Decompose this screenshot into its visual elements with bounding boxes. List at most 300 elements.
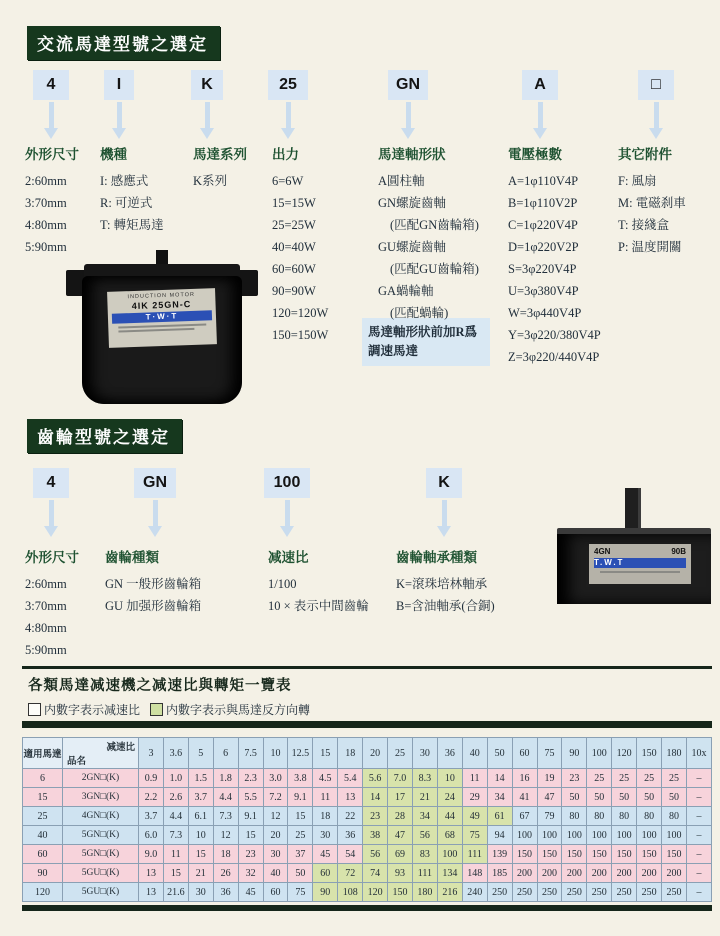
- down-arrow-icon: [148, 526, 162, 537]
- cell-torque-value: 4.4: [163, 807, 188, 826]
- cell-torque-value: 1.0: [163, 769, 188, 788]
- cell-torque-value: 50: [662, 788, 687, 807]
- down-arrow-icon: [44, 526, 58, 537]
- nameplate-fineprint-line: [118, 328, 194, 333]
- spec-item: 90=90W: [272, 284, 316, 298]
- header-ratio-value: 180: [662, 738, 687, 769]
- cell-torque-value: 23: [363, 807, 388, 826]
- table-header-row: [23, 738, 712, 769]
- cell-torque-value: 139: [487, 845, 512, 864]
- down-arrow-icon: [401, 128, 415, 139]
- code-box: 4: [33, 70, 69, 100]
- cell-motor-watt: 15: [23, 788, 63, 807]
- spec-column-header: 齒輪軸承種類: [396, 550, 477, 565]
- cell-torque-value: 17: [388, 788, 413, 807]
- cell-torque-value: 250: [512, 883, 537, 902]
- cell-torque-value: 50: [288, 864, 313, 883]
- cell-torque-value: 30: [263, 845, 288, 864]
- cell-torque-value: 150: [562, 845, 587, 864]
- code-box: GN: [134, 468, 176, 498]
- spec-item: A圓柱軸: [378, 174, 425, 188]
- cell-torque-value: 5.6: [363, 769, 388, 788]
- cell-torque-value: 68: [437, 826, 462, 845]
- cell-torque-value: 5.4: [338, 769, 363, 788]
- down-arrow-icon: [649, 128, 663, 139]
- gearbox-nameplate: [589, 544, 691, 584]
- down-arrow-icon: [200, 128, 214, 139]
- cell-torque-value: 1.5: [188, 769, 213, 788]
- header-ratio-value: 5: [188, 738, 213, 769]
- spec-item: GN 一般形齒輪箱: [105, 577, 202, 591]
- spec-item: U=3φ380V4P: [508, 284, 579, 298]
- cell-torque-value: 21: [412, 788, 437, 807]
- header-ratio-value: 36: [437, 738, 462, 769]
- spec-column: [272, 145, 328, 346]
- cell-torque-value: –: [686, 807, 711, 826]
- spec-column: [100, 145, 164, 236]
- cell-torque-value: 47: [537, 788, 562, 807]
- header-ratio-value: 6: [213, 738, 238, 769]
- spec-column-header: 其它附件: [618, 147, 672, 162]
- spec-item: S=3φ220V4P: [508, 262, 577, 276]
- cell-torque-value: 19: [537, 769, 562, 788]
- cell-torque-value: 15: [238, 826, 263, 845]
- cell-torque-value: 100: [537, 826, 562, 845]
- header-ratio-value: 100: [587, 738, 612, 769]
- cell-torque-value: 69: [388, 845, 413, 864]
- cell-torque-value: 3.8: [288, 769, 313, 788]
- spec-item: 2:60mm: [25, 577, 67, 591]
- header-ratio-value: 120: [612, 738, 637, 769]
- cell-torque-value: 250: [612, 883, 637, 902]
- cell-torque-value: 54: [338, 845, 363, 864]
- legend-green-square-icon: [150, 703, 163, 716]
- cell-torque-value: 11: [462, 769, 487, 788]
- cell-torque-value: 150: [537, 845, 562, 864]
- spec-item: 6=6W: [272, 174, 304, 188]
- cell-torque-value: 61: [487, 807, 512, 826]
- cell-torque-value: 16: [512, 769, 537, 788]
- spec-item: (匹配GN齒輪箱): [390, 218, 479, 232]
- cell-torque-value: 200: [612, 864, 637, 883]
- cell-torque-value: 2.2: [139, 788, 164, 807]
- cell-torque-value: 93: [388, 864, 413, 883]
- cell-torque-value: 180: [412, 883, 437, 902]
- cell-torque-value: 80: [587, 807, 612, 826]
- cell-torque-value: 90: [313, 883, 338, 902]
- spec-item: GU 加强形齒輪箱: [105, 599, 202, 613]
- cell-torque-value: –: [686, 845, 711, 864]
- spec-item: A=1φ110V4P: [508, 174, 579, 188]
- cell-torque-value: 250: [662, 883, 687, 902]
- table-row: [23, 788, 712, 807]
- spec-item: 1/100: [268, 577, 297, 591]
- header-ratio-value: 10x: [686, 738, 711, 769]
- cell-torque-value: 23: [238, 845, 263, 864]
- cell-torque-value: 25: [587, 769, 612, 788]
- cell-torque-value: 4.5: [313, 769, 338, 788]
- spec-column-header: 出力: [272, 147, 299, 162]
- cell-torque-value: 108: [338, 883, 363, 902]
- cell-torque-value: 50: [612, 788, 637, 807]
- spec-item: C=1φ220V4P: [508, 218, 578, 232]
- cell-torque-value: 111: [412, 864, 437, 883]
- spec-item: GA蝸輪軸: [378, 284, 434, 298]
- cell-torque-value: 150: [388, 883, 413, 902]
- table-row: [23, 864, 712, 883]
- divider-bar-bottom: [22, 905, 712, 911]
- spec-item: K系列: [193, 174, 228, 188]
- cell-torque-value: 7.2: [263, 788, 288, 807]
- cell-torque-value: 30: [188, 883, 213, 902]
- cell-torque-value: 7.3: [213, 807, 238, 826]
- cell-torque-value: 7.3: [163, 826, 188, 845]
- cell-torque-value: 21.6: [163, 883, 188, 902]
- spec-column-header: 外形尺寸: [25, 147, 79, 162]
- cell-torque-value: 11: [163, 845, 188, 864]
- cell-torque-value: 12: [263, 807, 288, 826]
- cell-torque-value: 7.0: [388, 769, 413, 788]
- cell-torque-value: 150: [512, 845, 537, 864]
- cell-torque-value: 60: [263, 883, 288, 902]
- down-arrow-icon: [205, 102, 210, 128]
- spec-column-header: 馬達系列: [193, 147, 247, 162]
- cell-torque-value: 6.1: [188, 807, 213, 826]
- cell-torque-value: 120: [363, 883, 388, 902]
- cell-torque-value: 150: [662, 845, 687, 864]
- down-arrow-icon: [533, 128, 547, 139]
- divider-bar-top: [22, 666, 712, 669]
- spec-column-header: 齒輪種類: [105, 550, 159, 565]
- spec-item: R: 可逆式: [100, 196, 153, 210]
- cell-torque-value: 250: [637, 883, 662, 902]
- cell-torque-value: 0.9: [139, 769, 164, 788]
- down-arrow-icon: [280, 526, 294, 537]
- down-arrow-icon: [442, 500, 447, 526]
- cell-torque-value: 11: [313, 788, 338, 807]
- cell-torque-value: 72: [338, 864, 363, 883]
- cell-torque-value: 200: [512, 864, 537, 883]
- cell-torque-value: 45: [238, 883, 263, 902]
- cell-torque-value: 2.6: [163, 788, 188, 807]
- code-box: K: [426, 468, 462, 498]
- cell-torque-value: 3.0: [263, 769, 288, 788]
- cell-torque-value: 15: [188, 845, 213, 864]
- cell-torque-value: 111: [462, 845, 487, 864]
- cell-torque-value: 80: [637, 807, 662, 826]
- cell-product-name: 2GN□(K): [63, 769, 139, 788]
- cell-torque-value: 32: [238, 864, 263, 883]
- spec-item: 10 × 表示中間齒輪: [268, 599, 369, 613]
- cell-torque-value: 25: [612, 769, 637, 788]
- spec-item: 2:60mm: [25, 174, 67, 188]
- header-ratio-value: 50: [487, 738, 512, 769]
- cell-torque-value: 36: [213, 883, 238, 902]
- cell-torque-value: 50: [587, 788, 612, 807]
- cell-motor-watt: 60: [23, 845, 63, 864]
- cell-torque-value: 100: [662, 826, 687, 845]
- gear-section-title: 齒輪型號之選定: [27, 419, 182, 453]
- spec-item: 150=150W: [272, 328, 329, 342]
- cell-torque-value: 50: [637, 788, 662, 807]
- code-box: 25: [268, 70, 308, 100]
- cell-torque-value: 44: [437, 807, 462, 826]
- cell-motor-watt: 6: [23, 769, 63, 788]
- spec-column: [193, 145, 247, 192]
- cell-torque-value: 80: [662, 807, 687, 826]
- spec-column: [396, 548, 495, 617]
- cell-torque-value: 2.3: [238, 769, 263, 788]
- cell-torque-value: 14: [363, 788, 388, 807]
- cell-torque-value: 38: [363, 826, 388, 845]
- cell-torque-value: 9.1: [288, 788, 313, 807]
- header-name-label: 品名: [67, 757, 87, 767]
- cell-torque-value: 200: [537, 864, 562, 883]
- cell-torque-value: 41: [512, 788, 537, 807]
- cell-torque-value: –: [686, 864, 711, 883]
- header-ratio-label: 减速比: [106, 743, 135, 753]
- cell-torque-value: 56: [363, 845, 388, 864]
- spec-column-header: 電壓極數: [508, 147, 562, 162]
- cell-torque-value: 79: [537, 807, 562, 826]
- cell-torque-value: 25: [662, 769, 687, 788]
- spec-column-header: 减速比: [268, 550, 309, 565]
- down-arrow-icon: [153, 500, 158, 526]
- cell-torque-value: 10: [437, 769, 462, 788]
- code-box: □: [638, 70, 674, 100]
- motor-type-text: INDUCTION MOTOR: [127, 291, 196, 301]
- gearbox-model-text: 4GN: [594, 547, 611, 556]
- cell-torque-value: 150: [612, 845, 637, 864]
- speed-control-note: 馬達軸形狀前加R爲調速馬達: [362, 318, 490, 366]
- cell-torque-value: 3.7: [188, 788, 213, 807]
- cell-torque-value: 60: [313, 864, 338, 883]
- spec-item: F: 風扇: [618, 174, 657, 188]
- cell-torque-value: 13: [338, 788, 363, 807]
- spec-column: [25, 548, 79, 661]
- ratio-table-title: 各類馬達减速機之减速比與轉矩一覽表: [28, 678, 292, 694]
- cell-torque-value: 3.7: [139, 807, 164, 826]
- code-box: A: [522, 70, 558, 100]
- header-ratio-value: 60: [512, 738, 537, 769]
- cell-torque-value: 30: [313, 826, 338, 845]
- spec-column-header: 機種: [100, 147, 127, 162]
- cell-torque-value: 45: [313, 845, 338, 864]
- spec-column: [508, 145, 601, 368]
- cell-torque-value: 100: [612, 826, 637, 845]
- cell-motor-watt: 40: [23, 826, 63, 845]
- cell-torque-value: 100: [562, 826, 587, 845]
- cell-torque-value: –: [686, 788, 711, 807]
- cell-torque-value: 34: [487, 788, 512, 807]
- down-arrow-icon: [49, 500, 54, 526]
- cell-torque-value: 83: [412, 845, 437, 864]
- cell-torque-value: 15: [163, 864, 188, 883]
- cell-torque-value: 5.5: [238, 788, 263, 807]
- cell-torque-value: 20: [263, 826, 288, 845]
- spec-item: (匹配蝸輪): [390, 306, 449, 320]
- down-arrow-icon: [285, 500, 290, 526]
- cell-torque-value: 200: [562, 864, 587, 883]
- header-ratio-value: 7.5: [238, 738, 263, 769]
- motor-brand-text: T·W·T: [112, 310, 212, 323]
- table-row: [23, 769, 712, 788]
- code-box: GN: [388, 70, 428, 100]
- legend-reverse-text: 内數字表示與馬達反方向轉: [166, 703, 311, 717]
- cell-torque-value: 25: [288, 826, 313, 845]
- cell-torque-value: 47: [388, 826, 413, 845]
- spec-item: 40=40W: [272, 240, 316, 254]
- spec-item: 120=120W: [272, 306, 329, 320]
- cell-product-name: 4GN□(K): [63, 807, 139, 826]
- cell-torque-value: 40: [263, 864, 288, 883]
- cell-torque-value: 75: [288, 883, 313, 902]
- code-box: I: [104, 70, 134, 100]
- header-ratio-value: 20: [363, 738, 388, 769]
- cell-torque-value: 100: [637, 826, 662, 845]
- cell-torque-value: 13: [139, 864, 164, 883]
- cell-torque-value: –: [686, 883, 711, 902]
- cell-torque-value: 1.8: [213, 769, 238, 788]
- cell-torque-value: 21: [188, 864, 213, 883]
- header-ratio-value: 3.6: [163, 738, 188, 769]
- cell-torque-value: 75: [462, 826, 487, 845]
- header-ratio-value: 12.5: [288, 738, 313, 769]
- motor-section-title: 交流馬達型號之選定: [27, 26, 220, 60]
- down-arrow-icon: [49, 102, 54, 128]
- cell-torque-value: 250: [487, 883, 512, 902]
- cell-torque-value: 23: [562, 769, 587, 788]
- cell-torque-value: 10: [188, 826, 213, 845]
- table-row: [23, 826, 712, 845]
- cell-torque-value: 200: [587, 864, 612, 883]
- motor-nameplate: [107, 288, 217, 348]
- cell-torque-value: 80: [612, 807, 637, 826]
- cell-torque-value: 13: [139, 883, 164, 902]
- cell-torque-value: 67: [512, 807, 537, 826]
- cell-torque-value: 80: [562, 807, 587, 826]
- header-applicable-motor: 適用馬達: [23, 738, 63, 769]
- legend-item-reverse: [150, 701, 310, 718]
- header-ratio-value: 30: [412, 738, 437, 769]
- cell-torque-value: 14: [487, 769, 512, 788]
- cell-torque-value: 29: [462, 788, 487, 807]
- cell-torque-value: 34: [412, 807, 437, 826]
- cell-torque-value: 250: [537, 883, 562, 902]
- cell-torque-value: 18: [213, 845, 238, 864]
- cell-torque-value: 150: [587, 845, 612, 864]
- cell-product-name: 5GU□(K): [63, 864, 139, 883]
- cell-torque-value: –: [686, 769, 711, 788]
- cell-torque-value: 4.4: [213, 788, 238, 807]
- table-row: [23, 807, 712, 826]
- legend-ratio-text: 内數字表示减速比: [44, 703, 141, 717]
- spec-item: M: 電磁刹車: [618, 196, 686, 210]
- spec-item: 3:70mm: [25, 599, 67, 613]
- header-ratio-value: 10: [263, 738, 288, 769]
- table-row: [23, 845, 712, 864]
- cell-torque-value: 216: [437, 883, 462, 902]
- cell-torque-value: 9.1: [238, 807, 263, 826]
- down-arrow-icon: [654, 102, 659, 128]
- spec-item: D=1φ220V2P: [508, 240, 579, 254]
- spec-item: I: 感應式: [100, 174, 149, 188]
- spec-item: 25=25W: [272, 218, 316, 232]
- down-arrow-icon: [437, 526, 451, 537]
- cell-torque-value: 100: [512, 826, 537, 845]
- cell-torque-value: 94: [487, 826, 512, 845]
- cell-torque-value: 134: [437, 864, 462, 883]
- down-arrow-icon: [538, 102, 543, 128]
- cell-torque-value: 150: [637, 845, 662, 864]
- cell-torque-value: 9.0: [139, 845, 164, 864]
- cell-torque-value: 26: [213, 864, 238, 883]
- spec-item: GU螺旋齒軸: [378, 240, 447, 254]
- down-arrow-icon: [44, 128, 58, 139]
- cell-product-name: 5GN□(K): [63, 826, 139, 845]
- spec-item: W=3φ440V4P: [508, 306, 582, 320]
- header-ratio-value: 150: [637, 738, 662, 769]
- spec-column: [378, 145, 479, 324]
- cell-torque-value: 200: [662, 864, 687, 883]
- gearbox-size-text: 90B: [671, 547, 686, 556]
- cell-torque-value: 200: [637, 864, 662, 883]
- spec-item: 3:70mm: [25, 196, 67, 210]
- spec-item: B=1φ110V2P: [508, 196, 578, 210]
- spec-item: 60=60W: [272, 262, 316, 276]
- cell-torque-value: 240: [462, 883, 487, 902]
- spec-column-header: 外形尺寸: [25, 550, 79, 565]
- cell-product-name: 5GU□(K): [63, 883, 139, 902]
- spec-item: Z=3φ220/440V4P: [508, 350, 600, 364]
- table-row: [23, 883, 712, 902]
- spec-item: T: 接綫盒: [618, 218, 670, 232]
- ratio-table: [22, 737, 712, 902]
- spec-item: (匹配GU齒輪箱): [390, 262, 479, 276]
- cell-torque-value: 74: [363, 864, 388, 883]
- spec-item: 5:90mm: [25, 240, 67, 254]
- code-box: 4: [33, 468, 69, 498]
- cell-torque-value: 37: [288, 845, 313, 864]
- cell-torque-value: 148: [462, 864, 487, 883]
- cell-torque-value: 22: [338, 807, 363, 826]
- cell-torque-value: 49: [462, 807, 487, 826]
- nameplate-fineprint-line: [600, 571, 680, 573]
- spec-column: [105, 548, 201, 617]
- cell-motor-watt: 90: [23, 864, 63, 883]
- cell-torque-value: 24: [437, 788, 462, 807]
- legend-white-square-icon: [28, 703, 41, 716]
- cell-torque-value: 56: [412, 826, 437, 845]
- spec-item: K=滾珠培林軸承: [396, 577, 488, 591]
- cell-torque-value: 50: [562, 788, 587, 807]
- spec-item: 15=15W: [272, 196, 316, 210]
- header-ratio-value: 90: [562, 738, 587, 769]
- cell-torque-value: 12: [213, 826, 238, 845]
- down-arrow-icon: [281, 128, 295, 139]
- spec-item: 4:80mm: [25, 218, 67, 232]
- header-ratio-value: 75: [537, 738, 562, 769]
- header-ratio-value: 25: [388, 738, 413, 769]
- cell-torque-value: 15: [288, 807, 313, 826]
- motor-model-text: 4IK 25GN-C: [131, 298, 192, 312]
- cell-product-name: 3GN□(K): [63, 788, 139, 807]
- cell-torque-value: 250: [587, 883, 612, 902]
- spec-item: Y=3φ220/380V4P: [508, 328, 601, 342]
- spec-column-header: 馬達軸形狀: [378, 147, 446, 162]
- cell-torque-value: 6.0: [139, 826, 164, 845]
- down-arrow-icon: [286, 102, 291, 128]
